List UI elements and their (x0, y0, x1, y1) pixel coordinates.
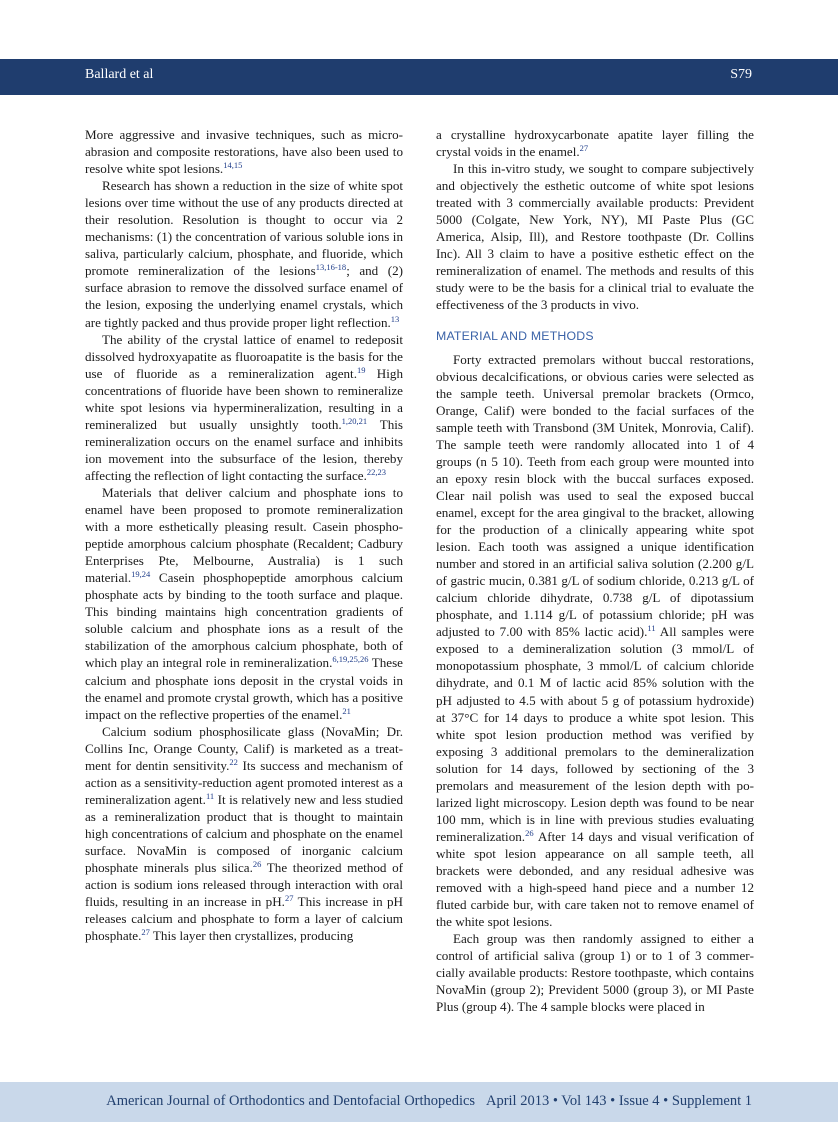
paragraph-text: Materials that deliver calcium and phosphate ions to enamel have been proposed to promote remineralization with a more esthetically pleasing result. Casein phosphopeptide amorphous calcium phosphate (Recaldent; Cadbury Enterprises Pte, Melbourne, Australia) is 1 such material. (85, 484, 403, 586)
paragraph-text: The theorized method of action is sodium ions released through interaction with oral fluids, resulting in an increase in pH. (85, 860, 404, 910)
citation-reference[interactable]: 6,19,25,26 (332, 654, 369, 665)
paragraph-text: It is relatively new and less studied as a remineralization product that is thought to maintain high concentrations of calcium and phosphate on the enamel surface. NovaMin is composed of inorganic calcium phosphate minerals plus silica. (85, 791, 403, 876)
paragraph-text: This layer then crystallizes, producing (149, 928, 354, 944)
body-paragraph (85, 484, 403, 723)
paragraph-text: This increase in pH releases calcium and phosphate to form a layer of calcium phosphate. (85, 894, 403, 944)
paragraph-text: Its success and mechanism of action as a sensitivity-reduction agent promoted interest as a remineralization agent. (85, 757, 403, 807)
paragraph-text: Casein phosphopeptide amorphous calcium phosphate acts by binding to the tooth surface and plaque. This binding maintains high concentration gradients of soluble calcium and phosphate ions as a result of the stabilization of the amorphous calcium phosphate, both of which play an integral role in remineralization. (85, 570, 403, 671)
header-page-number: S79 (730, 67, 752, 82)
citation-reference[interactable]: 26 (525, 827, 534, 838)
running-header (0, 59, 838, 95)
paragraph-text: Forty extracted premolars without buccal restorations, obvious decalcifications, or obvious caries were selected as the sample teeth. Universal premolar brackets (Ormco, Orange, Calif) were bonded to the facial surfaces of the sample teeth with Transbond (3M Unitek, Monrovia, Calif). The sample teeth were randomly allocated into 1 of 4 groups (n 5 10). Teeth from each group were mounted into an epoxy resin block with the buccal surfaces exposed. Clear nail polish was used to seal the exposed buccal enamel, except for the area gingival to the bracket, allowing for the production of a clinically appearing white spot lesion. Each tooth was assigned a unique identification number and stored in an artificial saliva solution (2.200 g/L of gastric mucin, 0.381 g/L of sodium chloride, 0.213 g/L of calcium chloride dihydrate, 0.738 g/L of dipotassium phosphate, and 1.114 g/L of potassium chloride; pH was adjusted to 7.00 with 85% lactic acid). (436, 351, 754, 640)
intro-paragraphs (436, 126, 754, 314)
citation-reference[interactable]: 1,20,21 (341, 415, 368, 426)
citation-reference[interactable]: 14,15 (223, 160, 243, 171)
footer-citation (106, 1093, 752, 1110)
citation-reference[interactable]: 11 (205, 790, 215, 801)
body-paragraph (85, 126, 403, 177)
citation-reference[interactable]: 13 (390, 313, 400, 324)
methods-paragraphs (436, 351, 754, 1016)
paragraph-text: More aggressive and invasive techniques, such as microabrasion and composite restorations, have also been used to resolve white spot lesions. (85, 127, 403, 177)
body-paragraph (85, 331, 403, 484)
journal-footer (0, 1082, 838, 1122)
citation-reference[interactable]: 22,23 (366, 466, 387, 477)
paragraph-text: All samples were exposed to a demineralization solution (3 mmol/L of monopotassium phosphate, 3 mmol/L of calcium chloride dihydrate, and 0.1 M of lactic acid 85% solution with the pH adjusted to 4.5 with about 5 g of potassium hydroxide) at 37°C for 14 days to produce a white spot lesion. This white spot lesion production method was verified by exposing 3 additional premolars to the demineralization solution for 14 days, followed by sectioning of the 3 premolars and measurement of the lesion depth with polarized light microscopy. Lesion depth was found to be near 100 mm, which is in line with previous studies evaluating remineralization. (436, 624, 754, 844)
right-column (436, 126, 754, 1015)
citation-reference[interactable]: 19,24 (131, 569, 151, 580)
citation-reference[interactable]: 27 (284, 893, 294, 904)
paragraph-text: In this in-vitro study, we sought to compare subjectively and objectively the esthetic outcome of white spot lesions treated with 3 commercially available products: Prevident 5000 (Colgate, New York, NY), MI Paste Plus (GC America, Alsip, Ill), and Restore toothpaste (Dr. Collins Inc). All 3 claim to have a positive esthetic effect on the remineralization of enamel. The methods and results of this study were to be the basis for a clinical trial to evaluate the effectiveness of the 3 products in vivo. (436, 161, 754, 313)
header-authors: Ballard et al (85, 67, 154, 82)
paragraph-text: These calcium and phosphate ions deposit in the crystal voids in the enamel and promote crystal growth, which has a positive impact on the reflective properties of the enamel. (85, 655, 403, 722)
paragraph-text: The ability of the crystal lattice of enamel to redeposit dissolved hydroxyapatite as fluoroapatite is the basis for the use of fluoride as a remineralization agent. (85, 331, 403, 381)
paragraph-text: a crystalline hydroxycarbonate apatite layer filling the crystal voids in the enamel. (436, 127, 754, 160)
citation-reference[interactable]: 21 (342, 705, 351, 716)
section-heading-material-and-methods: MATERIAL AND METHODS (436, 328, 594, 343)
body-paragraph (436, 160, 754, 313)
footer-issue-info: April 2013 • Vol 143 • Issue 4 • Supplement 1 (485, 1093, 752, 1109)
citation-reference[interactable]: 27 (141, 927, 150, 938)
body-paragraph (436, 930, 754, 1015)
paragraph-text: After 14 days and visual verification of white spot lesion appearance on all sample teeth, all brackets were debonded, and any residual adhesive was removed with a high-speed hand piece and a number 12 fluted carbide bur, with care taken not to remove enamel of the white spot lesions. (436, 828, 754, 930)
citation-reference[interactable]: 19 (356, 364, 366, 375)
citation-reference[interactable]: 26 (252, 859, 262, 870)
paragraph-text: Research has shown a reduction in the size of white spot lesions over time without the use of any products directed at their resolution. Resolution is thought to occur via 2 mechanisms: (1) the concentration of various soluble ions in saliva, particularly calcium, phosphate, and fluoride, which promote remineralization of the lesions (85, 178, 403, 279)
paragraph-text: High concentrations of fluoride have been shown to remineralize white spot lesions via hypermineralization, resulting in a remineralized but usually unsightly tooth. (85, 365, 403, 432)
citation-reference[interactable]: 27 (579, 143, 589, 154)
body-paragraph (85, 177, 403, 330)
citation-reference[interactable]: 13,16-18 (315, 262, 347, 273)
footer-journal-name: American Journal of Orthodontics and Dentofacial Orthopedics (106, 1093, 476, 1109)
body-paragraph (85, 723, 403, 945)
body-paragraph (436, 351, 754, 931)
paragraph-text: This remineralization occurs on the enamel surface and inhibits ion movement into the subsurface of the lesion, thereby affecting the reflection of light contacting the surface. (85, 416, 403, 483)
paragraph-text: Each group was then randomly assigned to either a control of artificial saliva (group 1) or to 1 of 3 commercially available products: Restore toothpaste, which contains NovaMin (group 2); Prevident 5000 (group 3), or MI Paste Plus (group 4). The 4 sample blocks were placed in (436, 931, 754, 1015)
paragraph-text: Calcium sodium phosphosilicate glass (NovaMin; Dr. Collins Inc, Orange County, Calif) is marketed as a treatment for dentin sensitivity. (85, 723, 403, 773)
paragraph-text: ; and (2) surface abrasion to remove the dissolved surface enamel of the lesion, exposing the underlying enamel crystals, which are tightly packed and thus provide proper light reflection. (85, 263, 403, 330)
citation-reference[interactable]: 11 (647, 623, 656, 634)
left-column (85, 126, 403, 944)
citation-reference[interactable]: 22 (229, 756, 238, 767)
body-paragraph (436, 126, 754, 160)
